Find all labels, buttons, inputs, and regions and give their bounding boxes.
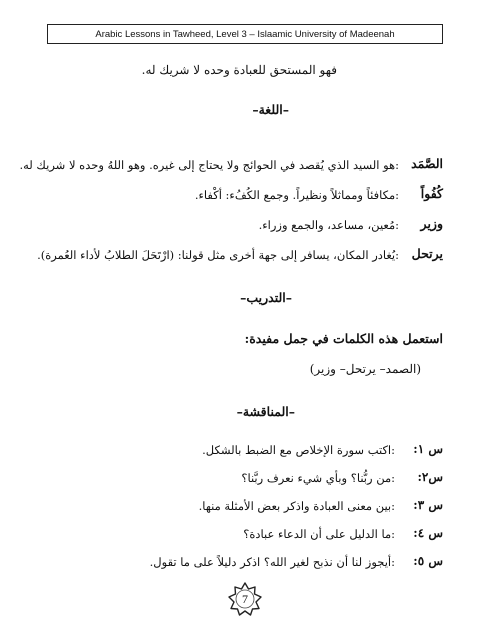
- training-heading: –التدريب–: [240, 290, 292, 305]
- training-words: (الصمد– يرتحل– وزير): [309, 362, 421, 376]
- question-text: :من ربُّنا؟ وبأي شيء نعرف ربَّنا؟: [241, 471, 395, 485]
- discussion-heading: –المناقشة–: [236, 404, 295, 419]
- page-header: [47, 24, 443, 44]
- page-number-badge: [228, 582, 262, 616]
- page-number: 7: [242, 591, 248, 606]
- vocab-definition: :مكافئاً ومماثلاً ونظيراً. وجمع الكُفُء: أكْفاء.: [194, 188, 399, 202]
- question-text: :أيجوز لنا أن نذبح لغير الله؟ اذكر دليلاً على ما تقول.: [149, 555, 395, 569]
- vocab-term: كُفُواً: [420, 186, 443, 201]
- vocab-heading: –اللغة–: [252, 102, 289, 117]
- question-text: :ما الدليل على أن الدعاء عبادة؟: [243, 527, 395, 541]
- question-label: س ١:: [413, 442, 443, 456]
- vocab-term: يرتحل: [411, 246, 443, 261]
- question-label: س ٥:: [413, 554, 443, 568]
- question-label: س ٣:: [413, 498, 443, 512]
- vocab-term: وزير: [420, 216, 443, 231]
- training-instruction: استعمل هذه الكلمات في جمل مفيدة:: [244, 331, 443, 346]
- vocab-definition: :هو السيد الذي يُقصد في الحوائج ولا يحتاج إلى غيره. وهو اللهُ وحده لا شريك له.: [19, 158, 399, 172]
- question-label: س ٤:: [413, 526, 443, 540]
- question-label: س٢:: [417, 470, 443, 484]
- intro-line: فهو المستحق للعبادة وحده لا شريك له.: [141, 63, 337, 77]
- vocab-definition: :مُعين، مساعد، والجمع وزراء.: [258, 218, 399, 232]
- vocab-definition: :يُغادر المكان، يسافر إلى جهة أخرى مثل قولنا: (ارْتَحَلَ الطلابُ لأداء العُمرة).: [37, 248, 399, 262]
- question-text: :اكتب سورة الإخلاص مع الضبط بالشكل.: [202, 443, 395, 457]
- vocab-term: الصَّمَد: [411, 156, 443, 171]
- header-title: Arabic Lessons in Tawheed, Level 3 – Islaamic University of Madeenah: [95, 28, 395, 40]
- question-text: :بين معنى العبادة واذكر بعض الأمثلة منها.: [198, 499, 395, 513]
